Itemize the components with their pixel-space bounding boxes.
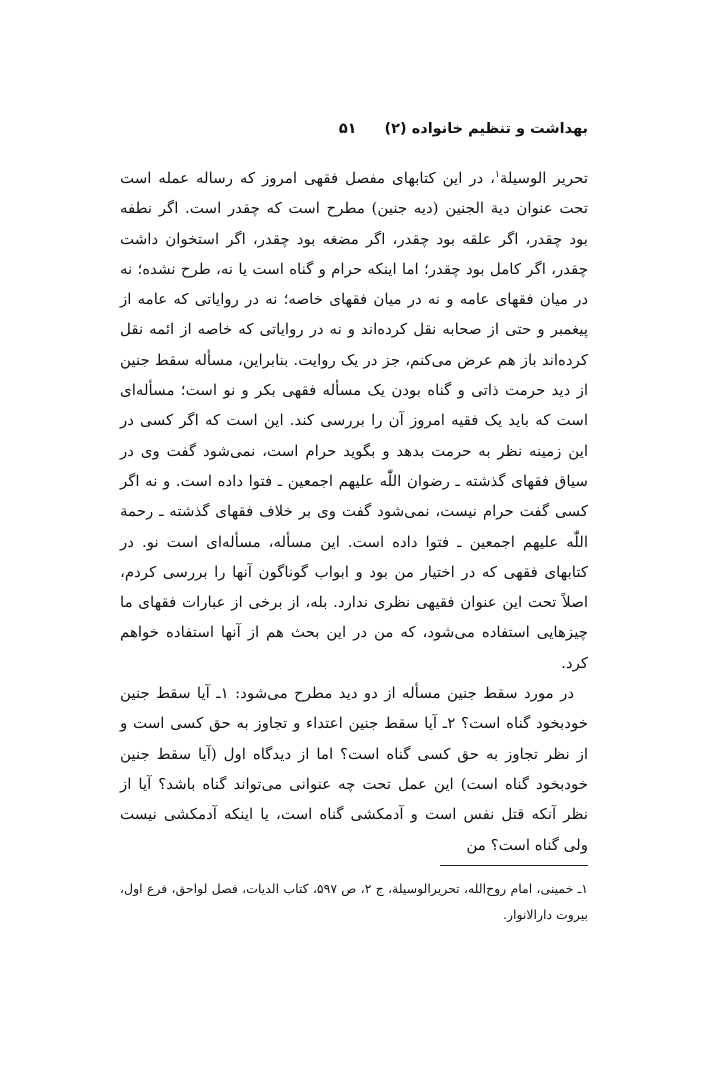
footnote-marker: ۱ (495, 170, 500, 180)
page-number: ۵۱ (338, 121, 357, 137)
paragraph: در مورد سقط جنین مسأله از دو دید مطرح می‌شود: ۱ـ آیا سقط جنین خودبخود گناه است؟ ۲ـ آیا سقط جنین اعتداء و تجاوز به حق کسی است و از نظر تجاوز به حق کسی گناه است؟ اما از دیدگاه اول (آیا سقط جنین خودبخود گناه است) این عمل تحت چه عنوانی می‌تواند گناه باشد؟ آیا از نظر آنکه قتل نفس است و آدمکشی گناه است، یا اینکه آدمکشی نیست ولی گناه است؟ من (120, 684, 588, 854)
paragraph-text: ، در این کتابهای مفصل فقهی امروز که رساله عمله است تحت عنوان دیة الجنین (دیه جنین) مطرح است که چقدر است. اگر نطفه بود چقدر، اگر علقه بود چقدر، اگر مضغه بود چقدر، اگر استخوان داشت چقدر، اگر کامل بود چقدر؛ اما اینکه حرام و گناه است یا نه، طرح نشده؛ نه در میان فقهای عامه و نه در میان فقهای خاصه؛ نه در روایاتی که عامه از پیغمبر و حتی از صحابه نقل کرده‌اند و نه در روایاتی که خاصه از ائمه نقل کرده‌اند باز هم عرض می‌کنم، جز در یک روایت. بنابراین، مسأله سقط جنین از دید حرمت ذاتی و گناه بودن یک مسأله فقهی بکر و نو است؛ مسأله‌ای است که باید یک فقیه امروز آن را بررسی کند. این است که اگر کسی در این زمینه نظر به حرمت بدهد و بگوید حرام است، نمی‌شود گفت وی در سیاق فقهای گذشته ـ رضوان اللّٰه علیهم اجمعین ـ فتوا داده است. و نه اگر کسی گفت حرام نیست، نمی‌شود گفت وی بر خلاف فقهای گذشته ـ رحمة اللّٰه علیهم اجمعین ـ فتوا داده است. این مسأله، مسأله‌ای است نو. در کتابهای فقهی که در اختیار من بود و ابواب گوناگون آنها را بررسی کردم، اصلاً تحت این عنوان فقیهی نظری ندارد. بله، از برخی از عبارات فقهای ما چیزهایی استفاده می‌شود، که من در این بحث هم از آنها استفاده خواهم کرد. (120, 169, 589, 672)
footnote-separator (440, 865, 588, 866)
paragraph (120, 163, 588, 678)
body-text (120, 163, 588, 860)
running-header (120, 114, 588, 144)
running-title: بهداشت و تنظیم خانواده (۲) (384, 121, 588, 137)
book-title: تحریر الوسیلة (499, 169, 588, 187)
footnote: ۱ـ خمینی، امام روح‌الله، تحریرالوسیلة، ج ۲، ص ۵۹۷، کتاب الدیات، فصل لواحق، فرع اول، بیروت دارالانوار. (120, 881, 588, 922)
